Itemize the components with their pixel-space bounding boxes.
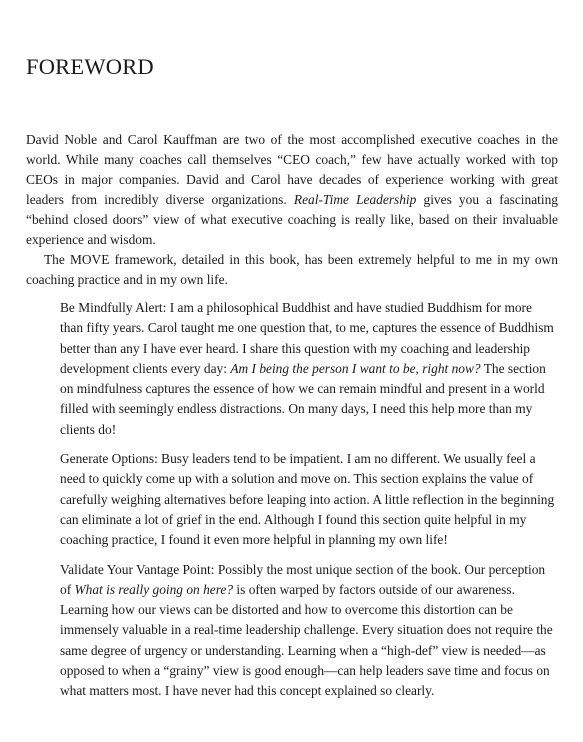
move-points-section xyxy=(60,298,558,711)
intro-paragraph-2: The MOVE framework, detailed in this book, has been extremely helpful to me in my own coaching practice and in my own life. xyxy=(26,252,558,287)
point-generate-options: Generate Options: Busy leaders tend to be impatient. I am no different. We usually feel a need to quickly come up with a solution and move on. This section explains the value of carefully weighing alternatives before leaping into action. A little reflection in the beginning can eliminate a lot of grief in the end. Although I found this section quite helpful in my coaching practice, I found it even more helpful in planning my own life! xyxy=(60,451,555,548)
point-validate-vantage-text-b: is often warped by factors outside of our awareness. Learning how our views can be distorted and how to overcome this distortion can be immensely valuable in a real-time leadership challenge. Every situation does not require the same degree of urgency or understanding. Learning when a “high-def” view is needed—as opposed to when a “grainy” view is good enough—can help leaders save time and focus on what matters most. I have never had this concept explained so clearly. xyxy=(60,581,553,699)
point-mindfully-alert-text-a: Be Mindfully Alert: I am a philosophical Buddhist and have studied Buddhism for more than fifty years. Carol taught me one question that, to me, captures the essence of Buddhism better than any I have ever heard. I share this question with my coaching and leadership development clients every day: xyxy=(60,300,554,376)
intro-section xyxy=(26,130,558,290)
point-validate-vantage-text-a: Validate Your Vantage Point: Possibly the most unique section of the book. Our perception of xyxy=(60,561,546,597)
point-mindfully-alert-text-b: The section on mindfulness captures the essence of how we can remain mindful and present in a world filled with seemingly endless distractions. On many days, I need this help more than my clients do! xyxy=(60,360,546,437)
intro-paragraph-1 xyxy=(26,130,558,250)
point-mindfully-alert-question: Am I being the person I want to be, right now? xyxy=(230,360,481,376)
point-validate-vantage-question: What is really going on here? xyxy=(74,581,234,597)
point-validate-vantage xyxy=(60,560,558,702)
intro-paragraph-1-text-b: gives you a fascinating “behind closed doors” view of what executive coaching is really like, based on their invaluable experience and wisdom. xyxy=(26,192,558,247)
intro-paragraph-1-text-a: David Noble and Carol Kauffman are two of the most accomplished executive coaches in the world. While many coaches call themselves “CEO coach,” few have actually worked with top CEOs in major companies. David and Carol have decades of experience working with great leaders from incredibly diverse organizations. xyxy=(26,132,558,207)
book-title: Real-Time Leadership xyxy=(293,192,417,207)
page-title: FOREWORD xyxy=(26,54,154,79)
point-mindfully-alert xyxy=(60,298,558,440)
